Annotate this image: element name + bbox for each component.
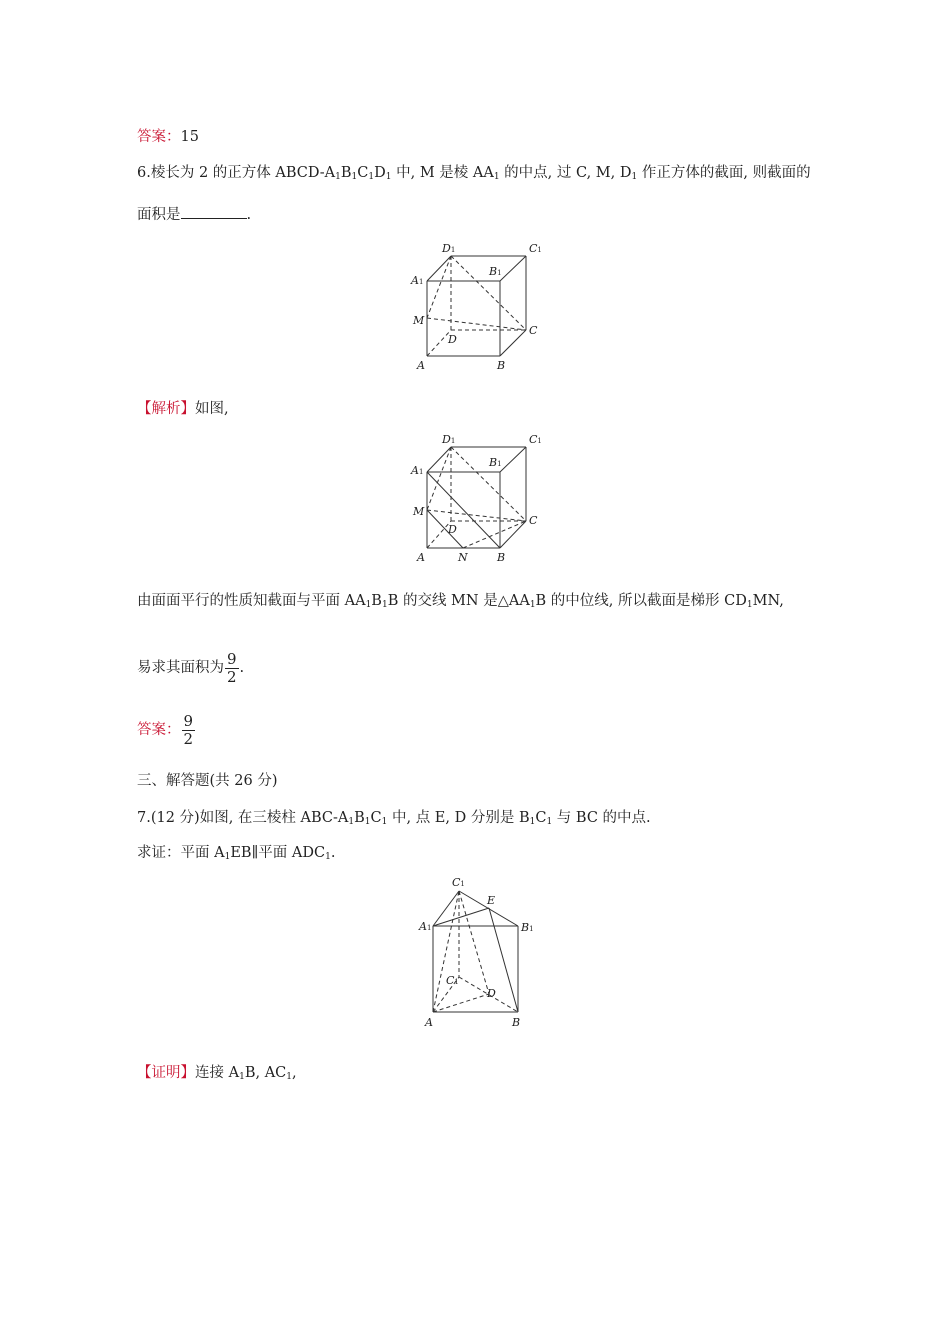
- subscript: 1: [286, 1072, 293, 1082]
- figure-cube-2: [405, 420, 555, 566]
- q7-text: 与 BC 的中点.: [552, 810, 651, 826]
- cube-section-diagram: [405, 420, 555, 566]
- subscript: 1: [224, 852, 231, 862]
- q7-text: 求证：平面 A: [137, 845, 225, 861]
- q6-text: B: [340, 165, 352, 181]
- subscript: 1: [325, 852, 331, 862]
- edge-B1C1: [500, 447, 526, 472]
- proof-text: ,: [292, 1065, 297, 1081]
- q7-text: B: [354, 810, 365, 826]
- subscript: 1: [348, 817, 355, 827]
- edge-B1C1: [500, 256, 526, 281]
- q6-text: D: [374, 165, 386, 181]
- q6-text: C: [357, 165, 369, 181]
- label-D1: D1: [442, 433, 456, 446]
- proof-line: [137, 1063, 297, 1087]
- label-C: C: [529, 514, 538, 527]
- subscript: 1: [746, 600, 753, 610]
- analysis-text: B 的中位线, 所以截面是梯形 CD: [535, 593, 747, 609]
- figure-prism: [410, 872, 545, 1032]
- label-A1: A1: [411, 274, 424, 287]
- analysis-text: B: [371, 593, 382, 609]
- analysis-text: MN,: [752, 593, 784, 609]
- edge-A1D1: [427, 256, 451, 281]
- cube-diagram: [405, 238, 555, 374]
- bracket: 【: [137, 1065, 152, 1081]
- bracket: 】: [180, 401, 195, 417]
- analysis-text: 如图,: [195, 401, 229, 417]
- fraction: [182, 713, 196, 748]
- q7-text: .: [330, 845, 336, 861]
- subscript: 1: [529, 817, 536, 827]
- answer-label: 答案：: [137, 129, 181, 145]
- label-E: E: [487, 894, 496, 907]
- analysis-line: [137, 399, 229, 419]
- label-A: A: [417, 551, 425, 564]
- subscript: 1: [368, 172, 375, 182]
- hidden-line-NC: [463, 521, 526, 548]
- analysis-text: 由面面平行的性质知截面与平面 AA: [137, 593, 366, 609]
- answer-blank: [181, 204, 247, 219]
- fraction-numerator: 9: [183, 711, 194, 730]
- label-A: A: [417, 359, 425, 372]
- q6-text: 作正方体的截面, 则截面的: [637, 165, 811, 181]
- hidden-line-MC: [427, 318, 526, 330]
- label-C: C1: [446, 974, 459, 987]
- q7-text: EB∥平面 ADC: [230, 845, 326, 861]
- label-B: B: [497, 551, 506, 564]
- label-D1: D1: [442, 242, 456, 255]
- label-N: N: [458, 551, 468, 564]
- analysis-text: 易求其面积为: [137, 660, 224, 676]
- label-B: B: [512, 1016, 521, 1029]
- subscript: 1: [546, 817, 553, 827]
- subscript: 1: [529, 600, 536, 610]
- label-C1: C1: [529, 242, 542, 255]
- subscript: 1: [381, 600, 388, 610]
- subscript: 1: [631, 172, 638, 182]
- label-D: D: [487, 987, 496, 1000]
- label-B1: B1: [489, 456, 502, 469]
- fraction-denominator: 2: [183, 729, 194, 748]
- edge-A1D1: [427, 447, 451, 472]
- q7-text: C: [535, 810, 547, 826]
- label-D: D: [448, 333, 457, 346]
- prism-diagram: [410, 872, 545, 1032]
- answer-line-1: [137, 127, 199, 147]
- analysis-text-line-2: [137, 648, 244, 688]
- proof-label: 证明: [151, 1065, 181, 1081]
- q7-text: 中, 点 E, D 分别是 B: [387, 810, 530, 826]
- label-M: M: [413, 314, 425, 327]
- edge-BC: [500, 521, 526, 548]
- label-M: M: [413, 505, 425, 518]
- bracket: 【: [137, 401, 152, 417]
- fraction-denominator: 2: [227, 667, 237, 686]
- q6-text: .: [246, 207, 252, 223]
- question-6-line-2: [137, 204, 251, 225]
- label-D: D: [448, 523, 457, 536]
- hidden-line-D1M: [427, 447, 451, 510]
- line-A1E: [433, 908, 489, 926]
- fraction: [225, 651, 239, 686]
- answer-label: 答案：: [137, 722, 181, 738]
- analysis-text: B 的交线 MN 是△AA: [387, 593, 530, 609]
- hidden-line-D1M: [427, 256, 451, 318]
- subscript: 1: [385, 172, 392, 182]
- answer-value: 15: [180, 129, 199, 145]
- q7-text: 7.(12 分)如图, 在三棱柱 ABC-A: [137, 810, 349, 826]
- question-7-line-2: [137, 843, 335, 867]
- subscript: 1: [239, 1072, 245, 1082]
- subscript: 1: [365, 600, 372, 610]
- figure-cube-1: [405, 238, 555, 374]
- q7-text: C: [370, 810, 382, 826]
- fraction-numerator: 9: [227, 649, 237, 668]
- analysis-text: .: [239, 660, 245, 676]
- q6-text: 6.棱长为 2 的正方体 ABCD-A: [137, 165, 336, 181]
- bracket: 】: [180, 1065, 195, 1081]
- q6-text: 面积是: [137, 207, 181, 223]
- answer-line-2: [137, 710, 196, 750]
- label-B1: B1: [521, 921, 534, 934]
- question-7-line-1: [137, 808, 651, 832]
- label-A1: A1: [411, 464, 424, 477]
- label-B: B: [497, 359, 506, 372]
- analysis-text-line-1: [137, 591, 784, 615]
- proof-text: 连接 A: [195, 1065, 240, 1081]
- subscript: 1: [351, 172, 358, 182]
- question-6-line-1: [137, 163, 811, 187]
- proof-text: B, AC: [244, 1065, 287, 1081]
- section-3-title: 三、解答题(共 26 分): [137, 773, 278, 789]
- q6-text: 的中点, 过 C, M, D: [499, 165, 632, 181]
- subscript: 1: [493, 172, 500, 182]
- subscript: 1: [364, 817, 371, 827]
- edge-BC: [500, 330, 526, 356]
- label-A1: A1: [419, 920, 432, 933]
- label-C: C: [529, 324, 538, 337]
- hidden-line-MC: [427, 510, 526, 521]
- q6-text: 中, M 是棱 AA: [391, 165, 494, 181]
- label-B1: B1: [489, 265, 502, 278]
- subscript: 1: [335, 172, 341, 182]
- label-A: A: [425, 1016, 433, 1029]
- label-C1: C1: [452, 876, 465, 889]
- hidden-line-AD: [433, 994, 489, 1012]
- analysis-label: 解析: [151, 401, 181, 417]
- subscript: 1: [381, 817, 388, 827]
- label-C1: C1: [529, 433, 542, 446]
